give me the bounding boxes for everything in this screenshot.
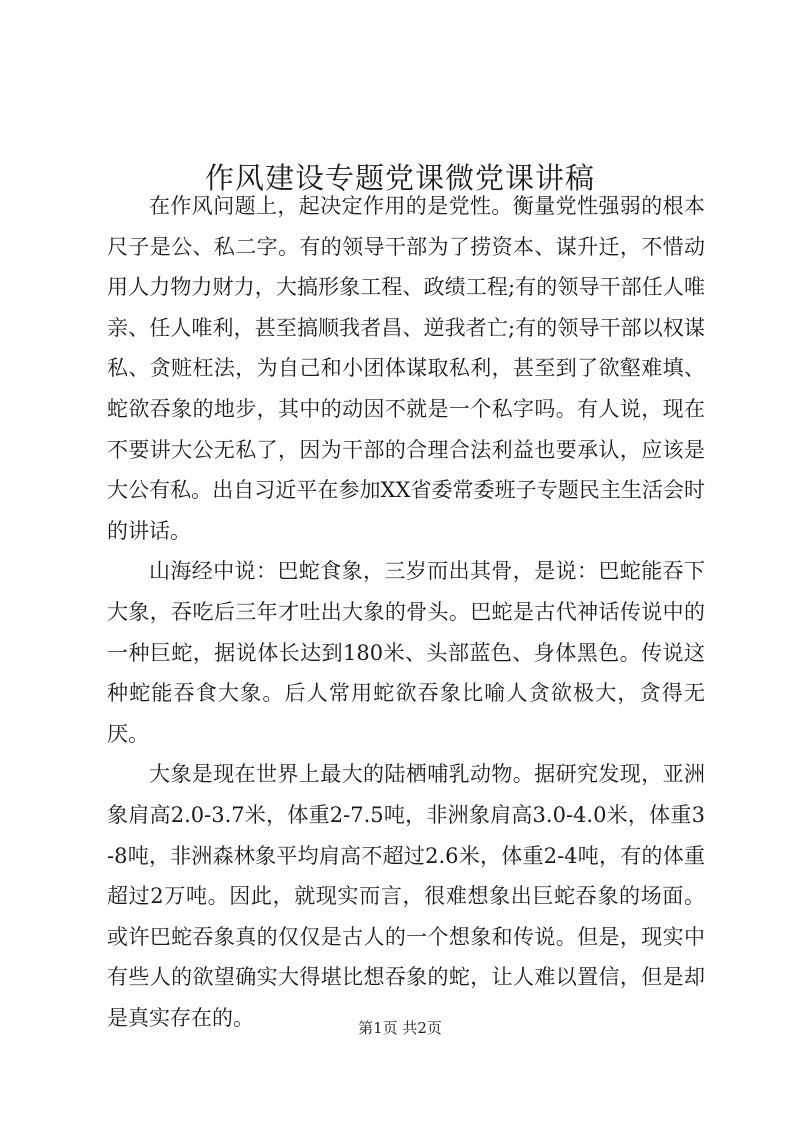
paragraph-1: 在作风问题上，起决定作用的是党性。衡量党性强弱的根本尺子是公、私二字。有的领导干部为了捞资本、谋升迁，不惜动用人力物力财力，大搞形象工程、政绩工程;有的领导干部任人唯亲、任人唯利，甚至搞顺我者昌、逆我者亡;有的领导干部以权谋私、贪赃枉法，为自己和小团体谋取私利，甚至到了欲壑难填、蛇欲吞象的地步，其中的动因不就是一个私字吗。有人说，现在不要讲大公无私了，因为干部的合理合法利益也要承认，应该是大公有私。出自习近平在参加XX省委常委班子专题民主生活会时的讲话。 [107,194,705,543]
document-body [107,186,705,1038]
page-footer: 第1页 共2页 [358,1019,442,1037]
paragraph-2: 山海经中说：巴蛇食象，三岁而出其骨，是说：巴蛇能吞下大象，吞吃后三年才吐出大象的骨头。巴蛇是古代神话传说中的一种巨蛇，据说体长达到180米、头部蓝色、身体黑色。传说这种蛇能吞食大象。后人常用蛇欲吞象比喻人贪欲极大，贪得无厌。 [107,559,705,746]
document-title: 作风建设专题党课微党课讲稿 [204,161,595,196]
paragraph-3: 大象是现在世界上最大的陆栖哺乳动物。据研究发现，亚洲象肩高2.0-3.7米，体重2-7.5吨，非洲象肩高3.0-4.0米，体重3-8吨，非洲森林象平均肩高不超过2.6米，体重2-4吨，有的体重超过2万吨。因此，就现实而言，很难想象出巨蛇吞象的场面。或许巴蛇吞象真的仅仅是古人的一个想象和传说。但是，现实中有些人的欲望确实大得堪比想吞象的蛇，让人难以置信，但是却是真实存在的。 [107,762,705,1030]
